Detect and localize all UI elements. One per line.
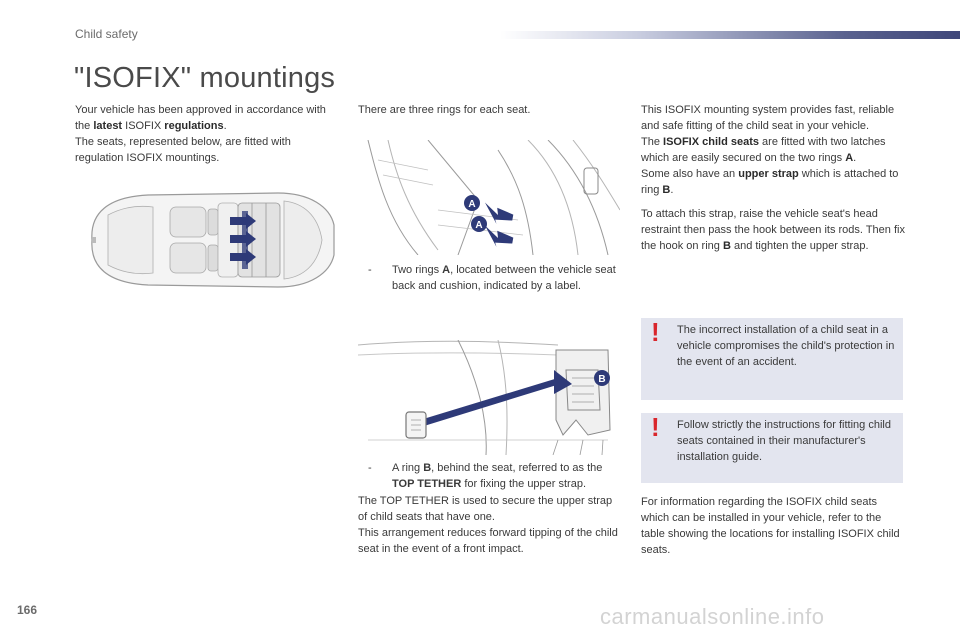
- top-tether-ring-b-illustration: [358, 340, 620, 455]
- tether-arrangement: This arrangement reduces forward tipping of the child seat in the event of a front impact.: [358, 527, 618, 555]
- ring-a-label-upper: A: [468, 199, 476, 210]
- ring-b-label: B: [598, 374, 606, 385]
- watermark: carmanualsonline.info: [600, 604, 825, 629]
- header-bar: [500, 31, 960, 39]
- table-reference-text: For information regarding the ISOFIX child seats which can be installed in your vehicle, refer to the table showing the locations for installing ISOFIX child seats.: [641, 496, 900, 556]
- bullet-rings-a: - Two rings A, located between the vehicle seat back and cushion, indicated by a label.: [368, 264, 616, 292]
- page-number: 166: [17, 603, 38, 617]
- upper-strap-info: Some also have an upper strap which is attached to ring B.: [641, 168, 899, 196]
- warning-follow-instructions: [641, 413, 903, 483]
- bullet-ring-b: - A ring B, behind the seat, referred to as the TOP TETHER for fixing the upper strap.: [368, 462, 603, 490]
- warning-incorrect-installation: [641, 318, 903, 400]
- system-description: This ISOFIX mounting system provides fast, reliable and safe fitting of the child seat in your vehicle.: [641, 104, 895, 132]
- seats-paragraph: The seats, represented below, are fitted with regulation ISOFIX mountings.: [75, 136, 291, 164]
- car-top-view-illustration: [78, 185, 338, 295]
- child-seats-latches: The ISOFIX child seats are fitted with two latches which are easily secured on the two rings A.: [641, 136, 886, 164]
- page-title: "ISOFIX" mountings: [74, 62, 336, 94]
- warning-text: Follow strictly the instructions for fitting child seats contained in their manufacturer's installation guide.: [677, 419, 891, 463]
- ring-a-label-lower: A: [475, 220, 483, 231]
- intro-column: [75, 102, 340, 166]
- attach-strap-instructions: To attach this strap, raise the vehicle seat's head restraint then pass the hook between its rods. Then fix the hook on ring B and tighten the upper strap.: [641, 208, 905, 252]
- warning-icon: !: [651, 317, 660, 347]
- intro-paragraph: Your vehicle has been approved in accordance with the latest ISOFIX regulations.: [75, 104, 326, 132]
- rings-column: [358, 102, 623, 118]
- isofix-table-reference: [641, 494, 906, 558]
- warning-text: The incorrect installation of a child seat in a vehicle compromises the child's protection in the event of an accident.: [677, 324, 895, 368]
- tether-purpose: The TOP TETHER is used to secure the upper strap of child seats that have one.: [358, 495, 613, 523]
- system-column: [641, 102, 906, 254]
- warning-icon: !: [651, 412, 660, 442]
- seat-rings-a-illustration: [358, 140, 620, 255]
- section-label: Child safety: [75, 27, 138, 41]
- tether-paragraphs: [358, 493, 623, 557]
- rings-intro: There are three rings for each seat.: [358, 104, 531, 116]
